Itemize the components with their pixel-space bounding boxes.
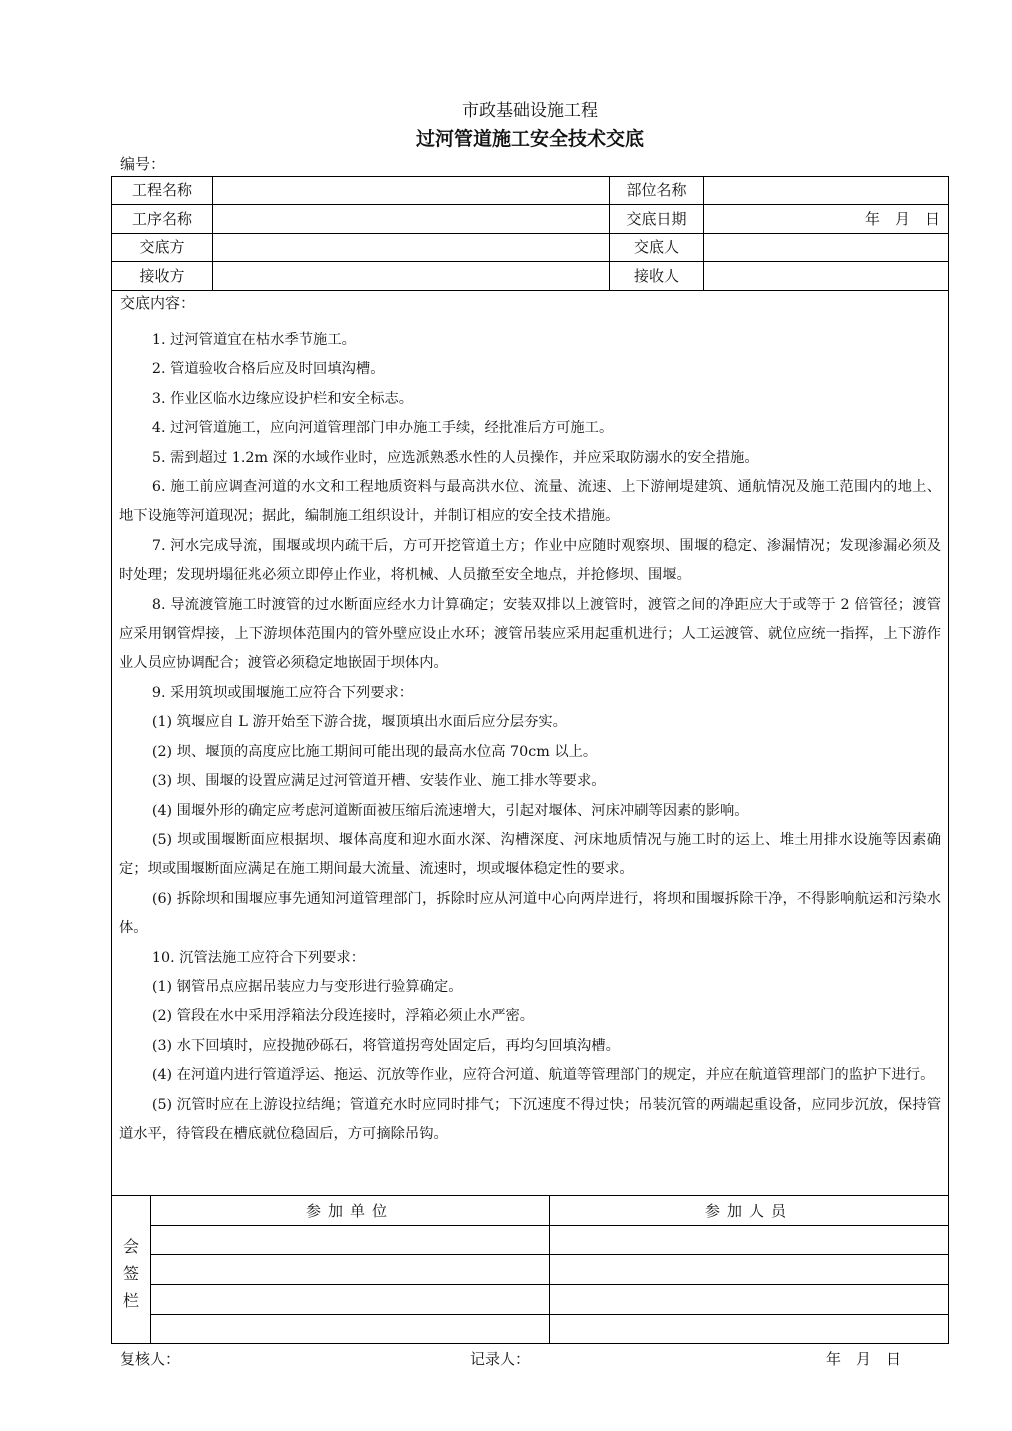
- recorder-label: 记录人：: [470, 1350, 531, 1368]
- receiver-party-field[interactable]: [213, 262, 609, 290]
- briefer-party-label: 交底方: [139, 238, 185, 256]
- content-item: 6. 施工前应调查河道的水文和工程地质资料与最高洪水位、流量、流速、上下游闸堤建筑、通航情况及施工范围内的地上、地下设施等河道现况；据此，编制施工组织设计，并制订相应的安全技术措施。: [119, 479, 941, 525]
- unit-field[interactable]: [151, 1255, 549, 1284]
- content-item: (6) 拆除坝和围堰应事先通知河道管理部门，拆除时应从河道中心向两岸进行，将坝和围堰拆除干净，不得影响航运和污染水体。: [119, 890, 941, 937]
- part-name-label: 部位名称: [626, 181, 687, 199]
- receiver-party-label: 接收方: [139, 267, 185, 285]
- content-item: (1) 筑堰应自 L 游开始至下游合拢，堰顶填出水面后应分层夯实。: [151, 714, 567, 731]
- document-subtitle: 市政基础设施工程: [462, 101, 598, 121]
- content-item: (5) 沉管时应在上游设拉结绳；管道充水时应同时排气；下沉速度不得过快；吊装沉管的两端起重设备，应同步沉放，保持管道水平，待管段在槽底就位稳固后，方可摘除吊钩。: [119, 1096, 941, 1142]
- document-title: 过河管道施工安全技术交底: [415, 128, 644, 150]
- project-name-label: 工程名称: [131, 181, 192, 199]
- reviewer-label: 复核人：: [120, 1350, 181, 1368]
- briefer-field[interactable]: [704, 233, 948, 261]
- content-item: (3) 水下回填时，应投抛砂砾石，将管道拐弯处固定后，再均匀回填沟槽。: [151, 1037, 620, 1054]
- content-item: (4) 围堰外形的确定应考虑河道断面被压缩后流速增大，引起对堰体、河床冲刷等因素的影响。: [151, 802, 749, 819]
- content-item: 1. 过河管道宜在枯水季节施工。: [151, 332, 356, 348]
- unit-field[interactable]: [151, 1226, 549, 1254]
- receiver-label: 接收人: [633, 267, 679, 285]
- participating-personnel-header: 参加人员: [704, 1202, 793, 1220]
- content-item: (4) 在河道内进行管道浮运、拖运、沉放等作业，应符合河道、航道等管理部门的规定，并应在航道管理部门的监护下进行。: [151, 1067, 935, 1084]
- content-item: (2) 坝、堰顶的高度应比施工期间可能出现的最高水位高 70cm 以上。: [151, 743, 598, 760]
- content-item: 8. 导流渡管施工时渡管的过水断面应经水力计算确定；安装双排以上渡管时，渡管之间的净距应大于或等于 2 倍管径；渡管应采用钢管焊接，上下游坝体范围内的管外壁应设止水环；渡管吊装应采用起重机进行；人工运渡管、就位应统一指挥，上下游作业人员应协调配合；渡管必须稳定地嵌固于坝体内。: [119, 596, 941, 672]
- personnel-field[interactable]: [550, 1226, 948, 1254]
- row-divider: [111, 290, 949, 291]
- briefer-label: 交底人: [633, 238, 679, 256]
- content-item: (3) 坝、围堰的设置应满足过河管道开槽、安装作业、施工排水等要求。: [151, 773, 606, 790]
- personnel-field[interactable]: [550, 1285, 948, 1314]
- content-label: 交底内容：: [120, 294, 196, 312]
- content-item: 9. 采用筑坝或围堰施工应符合下列要求：: [151, 684, 414, 701]
- unit-field[interactable]: [151, 1315, 549, 1343]
- content-item: 7. 河水完成导流，围堰或坝内疏干后，方可开挖管道土方；作业中应随时观察坝、围堰的稳定、渗漏情况；发现渗漏必须及时处理；发现坍塌征兆必须立即停止作业，将机械、人员撤至安全地点，并抢修坝、围堰。: [119, 537, 941, 584]
- content-item: (1) 钢管吊点应据吊装应力与变形进行验算确定。: [151, 978, 463, 995]
- signoff-top-border: [111, 1195, 949, 1196]
- content-item: 2. 管道验收合格后应及时回填沟槽。: [151, 361, 385, 378]
- briefing-date-field[interactable]: 年 月 日: [864, 210, 940, 228]
- content-item: (5) 坝或围堰断面应根据坝、堰体高度和迎水面水深、沟槽深度、河床地质情况与施工时的运上、堆土用排水设施等因素确定；坝或围堰断面应满足在施工期间最大流量、流速时，坝或堰体稳定性的要求。: [119, 831, 941, 878]
- process-name-label: 工序名称: [131, 210, 192, 228]
- document-number-label: 编号：: [120, 155, 166, 173]
- process-name-field[interactable]: [213, 205, 609, 233]
- content-item: 3. 作业区临水边缘应设护栏和安全标志。: [151, 390, 414, 407]
- content-item: 5. 需到超过 1.2m 深的水域作业时，应选派熟悉水性的人员操作，并应采取防溺水的安全措施。: [151, 449, 759, 466]
- unit-field[interactable]: [151, 1285, 549, 1314]
- briefer-party-field[interactable]: [213, 233, 609, 261]
- briefing-date-label: 交底日期: [626, 210, 687, 228]
- signoff-side-label: 签: [122, 1264, 139, 1283]
- project-name-field[interactable]: [213, 176, 609, 204]
- part-name-field[interactable]: [704, 176, 948, 204]
- participating-units-header: 参加单位: [305, 1202, 394, 1220]
- personnel-field[interactable]: [550, 1315, 948, 1343]
- signoff-side-label: 栏: [122, 1291, 139, 1310]
- content-item: 4. 过河管道施工，应向河道管理部门申办施工手续，经批准后方可施工。: [151, 420, 614, 437]
- content-item: 10. 沉管法施工应符合下列要求：: [151, 949, 366, 966]
- footer-date: 年 月 日: [826, 1350, 902, 1368]
- signoff-side-label: 会: [122, 1237, 139, 1256]
- personnel-field[interactable]: [550, 1255, 948, 1284]
- content-item: (2) 管段在水中采用浮箱法分段连接时，浮箱必须止水严密。: [151, 1008, 535, 1025]
- receiver-field[interactable]: [704, 262, 948, 290]
- briefing-content: [119, 326, 941, 1149]
